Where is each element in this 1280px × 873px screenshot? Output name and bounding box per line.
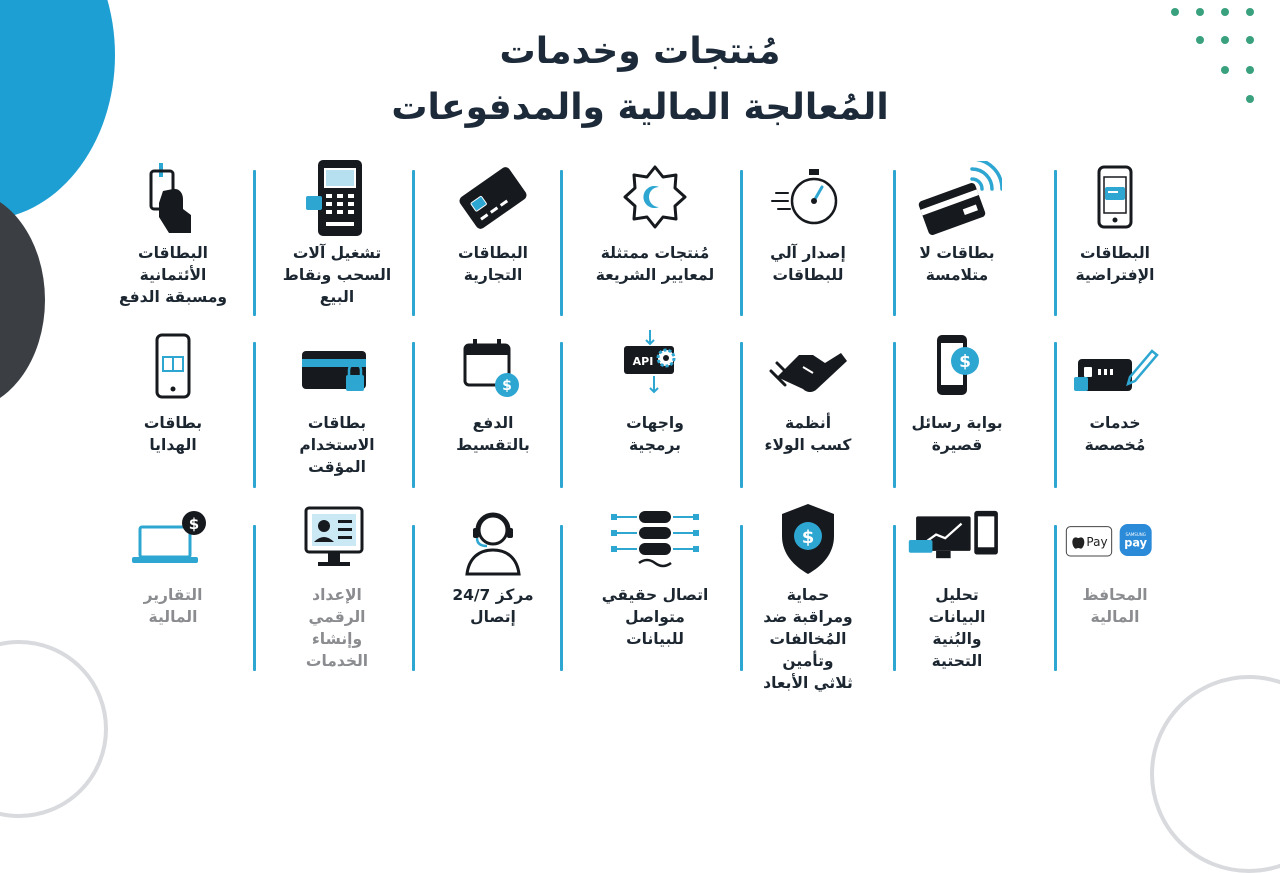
service-label-line: حماية xyxy=(786,586,830,604)
service-label-line: السحب ونقاط xyxy=(282,266,392,284)
service-label-line: البيع xyxy=(319,288,355,306)
service-label xyxy=(418,412,568,456)
service-label-line: للبيانات xyxy=(626,630,684,648)
column-divider xyxy=(253,170,256,316)
service-label-line: وإنشاء xyxy=(311,630,363,648)
hand-card-icon xyxy=(123,158,223,238)
service-label-line: البطاقات xyxy=(1080,244,1150,262)
service-label-line: التقارير xyxy=(143,586,203,604)
service-label-line: والبُنية xyxy=(932,630,982,648)
service-item xyxy=(418,500,568,670)
service-label xyxy=(580,584,730,650)
service-label-line: المالية xyxy=(1090,608,1140,626)
service-item xyxy=(1040,328,1190,498)
service-label-line: الاستخدام xyxy=(299,436,375,454)
service-label xyxy=(262,242,412,308)
service-label-line: الخدمات xyxy=(305,652,369,670)
service-label-line: بطاقات xyxy=(143,414,203,432)
service-label xyxy=(98,412,248,456)
column-divider xyxy=(740,525,743,671)
service-label-line: البيانات xyxy=(928,608,986,626)
service-item xyxy=(1040,158,1190,328)
chip-card-icon xyxy=(443,158,543,238)
decorative-dark-circle xyxy=(0,190,45,410)
service-label-line: كسب الولاء xyxy=(764,436,852,454)
service-item xyxy=(580,158,730,328)
column-divider xyxy=(893,525,896,671)
service-label-line: تشغيل آلات xyxy=(292,244,382,262)
service-label-line: تحليل xyxy=(935,586,979,604)
title-line-1: مُنتجات وخدمات xyxy=(499,31,781,72)
shield-dollar-icon xyxy=(758,500,858,580)
service-label xyxy=(98,242,248,308)
service-label xyxy=(262,584,412,672)
decorative-arc-right xyxy=(1150,675,1280,873)
service-label xyxy=(882,242,1032,286)
service-item xyxy=(733,158,883,328)
service-label-line: بطاقات لا xyxy=(919,244,995,262)
column-divider xyxy=(1054,170,1057,316)
service-label-line: البطاقات xyxy=(138,244,208,262)
svg-text:API: API xyxy=(632,355,654,368)
service-item xyxy=(418,158,568,328)
service-label xyxy=(882,412,1032,456)
service-label xyxy=(733,412,883,456)
analytics-devices-icon xyxy=(907,500,1007,580)
service-label-line: أنظمة xyxy=(784,414,832,432)
column-divider xyxy=(253,525,256,671)
service-label-line: بوابة رسائل xyxy=(911,414,1003,432)
api-gear-icon xyxy=(605,328,705,408)
column-divider xyxy=(1054,342,1057,488)
service-label-line: ثلاثي الأبعاد xyxy=(763,674,853,692)
phone-dollar-icon xyxy=(907,328,1007,408)
column-divider xyxy=(893,170,896,316)
page-title xyxy=(330,24,950,136)
service-label-line: الإعداد xyxy=(312,586,362,604)
service-item xyxy=(1040,500,1190,670)
svg-text:SAMSUNG: SAMSUNG xyxy=(1125,532,1146,537)
service-label xyxy=(98,584,248,628)
service-item xyxy=(580,500,730,670)
service-item xyxy=(98,328,248,498)
database-sync-icon xyxy=(605,500,705,580)
column-divider xyxy=(1054,525,1057,671)
service-label-line: ومراقبة ضد xyxy=(763,608,853,626)
service-item xyxy=(733,500,883,692)
column-divider xyxy=(740,170,743,316)
card-pen-icon xyxy=(1065,328,1165,408)
service-item xyxy=(262,328,412,498)
service-label-line: الدفع xyxy=(472,414,514,432)
service-label-line: بطاقات xyxy=(307,414,367,432)
service-label-line: اتصال حقيقي xyxy=(601,586,709,604)
service-label xyxy=(580,412,730,456)
headset-agent-icon xyxy=(443,500,543,580)
service-item xyxy=(882,158,1032,328)
service-label-line: قصيرة xyxy=(931,436,983,454)
contactless-card-icon xyxy=(907,158,1007,238)
service-label-line: المحافظ xyxy=(1082,586,1148,604)
service-label-line: الهدايا xyxy=(149,436,197,454)
service-label xyxy=(1040,412,1190,456)
service-label-line: البطاقات xyxy=(458,244,528,262)
service-label-line: المؤقت xyxy=(308,458,366,476)
column-divider xyxy=(560,525,563,671)
svg-text:$: $ xyxy=(188,514,200,533)
column-divider xyxy=(740,342,743,488)
service-item xyxy=(262,158,412,328)
service-item xyxy=(882,328,1032,498)
service-label xyxy=(882,584,1032,672)
service-label-line: التجارية xyxy=(463,266,523,284)
service-label-line: الإفتراضية xyxy=(1075,266,1155,284)
monitor-profile-icon xyxy=(287,500,387,580)
service-item xyxy=(98,158,248,328)
column-divider xyxy=(560,342,563,488)
service-label-line: متلامسة xyxy=(925,266,989,284)
service-item xyxy=(262,500,412,670)
service-label xyxy=(580,242,730,286)
service-label-line: التحتية xyxy=(931,652,983,670)
column-divider xyxy=(253,342,256,488)
samsung-apple-pay-icon xyxy=(1065,500,1165,580)
service-label-line: مركز 24/7 xyxy=(452,586,534,604)
service-label xyxy=(418,242,568,286)
calendar-dollar-icon xyxy=(443,328,543,408)
service-label-line: برمجية xyxy=(629,436,681,454)
column-divider xyxy=(412,525,415,671)
service-label-line: لمعايير الشريعة xyxy=(595,266,715,284)
handshake-icon xyxy=(758,328,858,408)
svg-text:$: $ xyxy=(801,527,815,548)
laptop-dollar-icon xyxy=(123,500,223,580)
phone-gift-icon xyxy=(123,328,223,408)
svg-text:Pay: Pay xyxy=(1086,535,1108,549)
decorative-arc-left xyxy=(0,640,108,818)
service-label-line: بالتقسيط xyxy=(456,436,530,454)
phone-card-icon xyxy=(1065,158,1165,238)
service-label-line: متواصل xyxy=(625,608,685,626)
service-label-line: إتصال xyxy=(470,608,516,626)
service-item xyxy=(418,328,568,498)
badge-moon-icon xyxy=(605,158,705,238)
stopwatch-icon xyxy=(758,158,858,238)
service-label xyxy=(733,242,883,286)
column-divider xyxy=(412,170,415,316)
service-item xyxy=(882,500,1032,670)
service-label-line: مُخصصة xyxy=(1084,436,1146,454)
service-label xyxy=(1040,242,1190,286)
service-label-line: للبطاقات xyxy=(772,266,844,284)
service-item xyxy=(733,328,883,498)
service-label-line: الأئتمانية xyxy=(139,266,207,284)
service-label-line: إصدار آلي xyxy=(770,244,846,262)
service-label-line: الرقمي xyxy=(308,608,366,626)
atm-machine-icon xyxy=(287,158,387,238)
decorative-dot-grid xyxy=(1170,7,1270,107)
service-label-line: مُنتجات ممتثلة xyxy=(600,244,710,262)
service-label xyxy=(262,412,412,478)
column-divider xyxy=(412,342,415,488)
column-divider xyxy=(560,170,563,316)
svg-text:$: $ xyxy=(502,377,512,394)
service-item xyxy=(98,500,248,670)
service-label-line: المالية xyxy=(148,608,198,626)
service-label xyxy=(418,584,568,628)
title-line-2: المُعالجة المالية والمدفوعات xyxy=(391,87,889,128)
service-label-line: خدمات xyxy=(1089,414,1141,432)
column-divider xyxy=(893,342,896,488)
service-label-line: واجهات xyxy=(626,414,684,432)
service-label-line: المُخالفات xyxy=(769,630,847,648)
service-label xyxy=(1040,584,1190,628)
service-label xyxy=(733,584,883,694)
svg-text:$: $ xyxy=(959,351,971,372)
card-lock-icon xyxy=(287,328,387,408)
service-label-line: ومسبقة الدفع xyxy=(118,288,228,306)
service-label-line: وتأمين xyxy=(782,652,834,670)
svg-text:pay: pay xyxy=(1124,535,1148,550)
service-item xyxy=(580,328,730,498)
